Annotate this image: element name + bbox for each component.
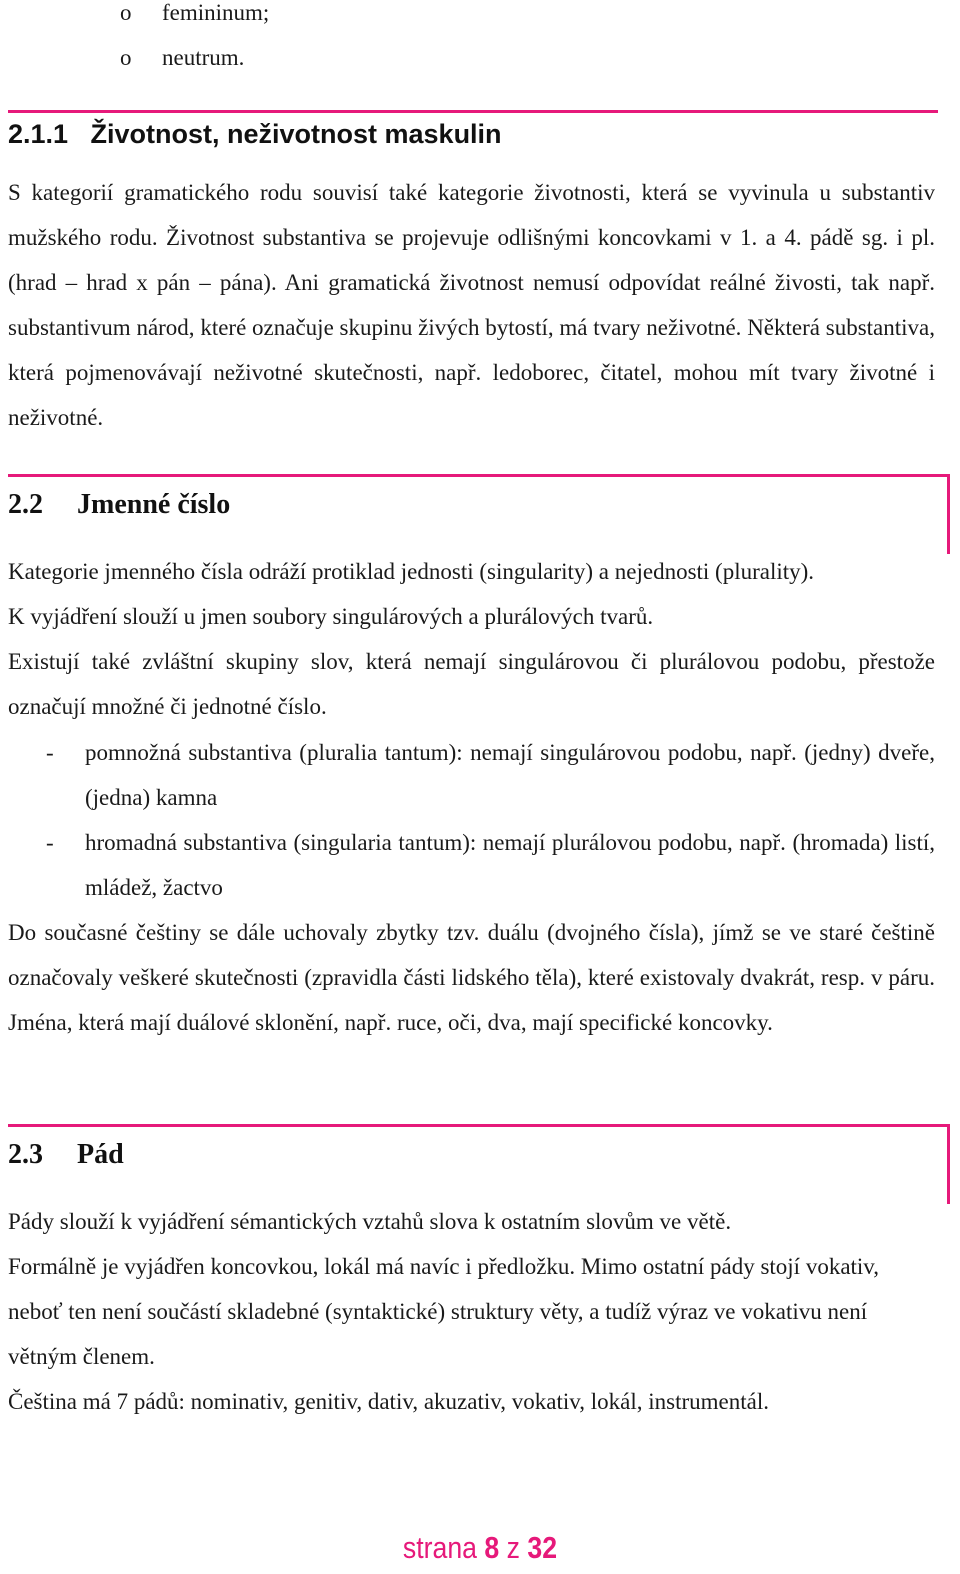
section-divider-corner: [947, 1124, 950, 1204]
list-dash: -: [46, 830, 54, 855]
section-divider: [8, 110, 938, 113]
section-title: Pád: [77, 1139, 124, 1170]
paragraph: Pády slouží k vyjádření sémantických vztahů slova k ostatním slovům ve větě.: [8, 1209, 732, 1234]
list-item-text: neutrum.: [162, 45, 245, 70]
section-divider: [8, 1124, 950, 1127]
section-heading: [8, 489, 230, 521]
section-divider-corner: [947, 474, 950, 554]
page-indicator: [67, 1530, 893, 1566]
section-title: Životnost, neživotnost maskulin: [90, 119, 502, 149]
page-label: strana: [402, 1530, 478, 1565]
page-number: 8: [484, 1530, 500, 1565]
section-heading: [8, 119, 502, 150]
list-item: [8, 820, 935, 910]
section-number: 2.2: [8, 489, 43, 520]
list-item-text: pomnožná substantiva (pluralia tantum): nemají singulárovou podobu, např. (jedny) dveře, (jedna) kamna: [85, 740, 935, 810]
list-marker: o: [120, 0, 132, 25]
page-separator: z: [506, 1530, 521, 1565]
paragraph: K vyjádření slouží u jmen soubory singulárových a plurálových tvarů.: [8, 604, 654, 629]
list-item-text: femininum;: [162, 0, 270, 25]
paragraph: Existují také zvláštní skupiny slov, která nemají singulárovou či plurálovou podobu, přestože označují množné či jednotné číslo.: [8, 649, 935, 719]
section-number: 2.1.1: [8, 119, 69, 149]
section-heading: [8, 1139, 124, 1171]
paragraph: Do současné češtiny se dále uchovaly zbytky tzv. duálu (dvojného čísla), jímž se ve staré češtině označovaly veškeré skutečnosti (zpravidla části lidského těla), které existovaly dvakrát, resp. v páru. Jména, která mají duálové sklonění, např. ruce, oči, dva, mají specifické koncovky.: [8, 920, 935, 1035]
paragraph: Kategorie jmenného čísla odráží protiklad jednosti (singularity) a nejednosti (plurality).: [8, 559, 815, 584]
paragraph: Čeština má 7 pádů: nominativ, genitiv, dativ, akuzativ, vokativ, lokál, instrumentál.: [8, 1389, 769, 1414]
paragraph: Formálně je vyjádřen koncovkou, lokál má navíc i předložku. Mimo ostatní pády stojí vokativ, neboť ten není součástí skladebné (syntaktické) struktury věty, a tudíž výraz ve vokativu není větným členem.: [8, 1254, 880, 1369]
section-title: Jmenné číslo: [77, 489, 231, 520]
list-item: [120, 35, 244, 80]
section-number: 2.3: [8, 1139, 43, 1170]
page-total: 32: [527, 1530, 558, 1565]
list-dash: -: [46, 740, 54, 765]
list-marker: o: [120, 45, 132, 70]
list-item-text: hromadná substantiva (singularia tantum): nemají plurálovou podobu, např. (hromada) listí, mládež, žactvo: [85, 830, 935, 900]
list-item: [120, 0, 269, 35]
list-item: [8, 730, 935, 820]
section-divider: [8, 474, 950, 477]
paragraph: S kategorií gramatického rodu souvisí také kategorie životnosti, která se vyvinula u substantiv mužského rodu. Životnost substantiva se projevuje odlišnými koncovkami v 1. a 4. pádě sg. i pl. (hrad – hrad x pán – pána). Ani gramatická životnost nemusí odpovídat reálné živosti, tak např. substantivum národ, které označuje skupinu živých bytostí, má tvary neživotné. Některá substantiva, která pojmenovávají neživotné skutečnosti, např. ledoborec, čitatel, mohou mít tvary životné i neživotné.: [8, 180, 935, 430]
